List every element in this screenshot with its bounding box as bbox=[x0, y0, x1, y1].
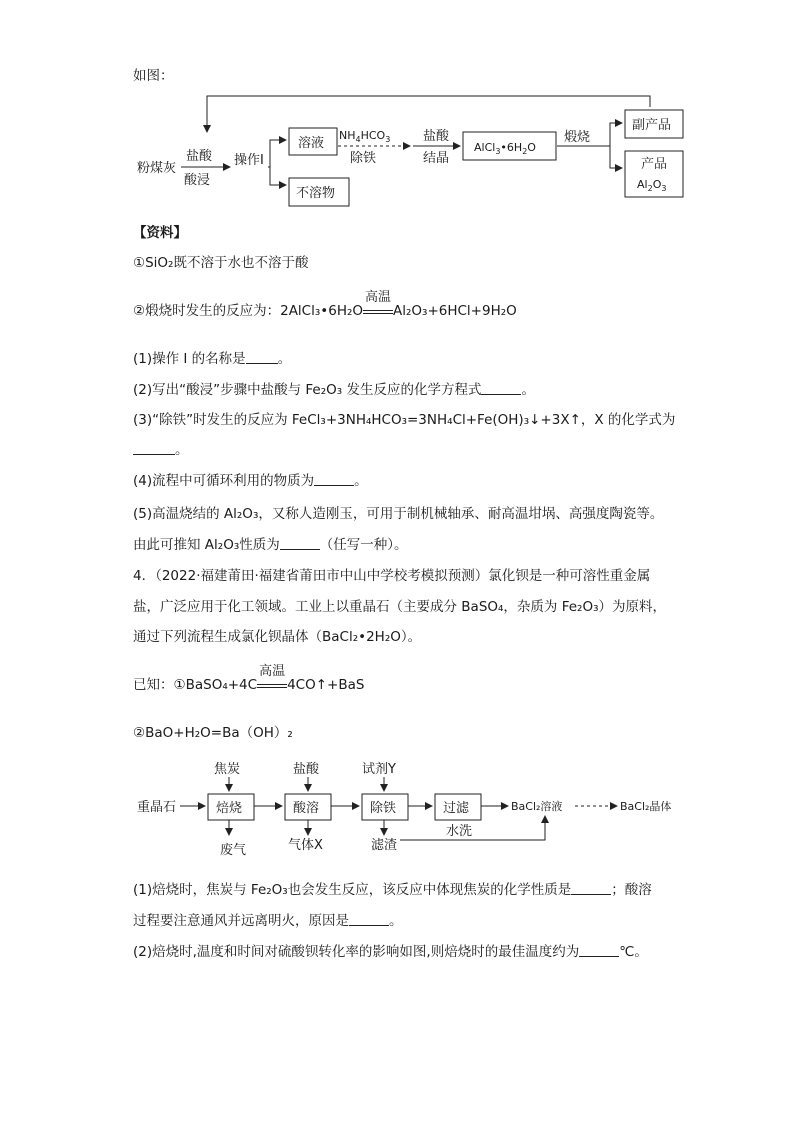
calcine-label: 煅烧 bbox=[564, 130, 591, 145]
question-3-cont bbox=[133, 441, 189, 459]
known-2: ②BaO+H₂O=Ba（OH）₂ bbox=[133, 725, 293, 741]
answer-blank-8[interactable] bbox=[579, 944, 619, 957]
arrow-solution bbox=[268, 140, 286, 167]
answer-blank-1[interactable] bbox=[246, 351, 278, 364]
known-condition bbox=[257, 664, 287, 694]
answer-blank-2[interactable] bbox=[481, 382, 521, 395]
filter-label: 过滤 bbox=[443, 801, 470, 816]
remove-iron-label: 除铁 bbox=[350, 151, 377, 166]
bacl2-crystal-label: BaCl₂晶体 bbox=[620, 800, 672, 813]
question-1-text: (1)操作 I 的名称是 bbox=[133, 351, 246, 367]
problem-4-line-1: 4．（2022·福建莆田·福建省莆田市中山中学校考模拟预测）氯化钡是一种可溶性重金属 bbox=[133, 568, 651, 584]
reagent-y-label: 试剂Y bbox=[362, 762, 396, 777]
q2-2 bbox=[133, 943, 648, 961]
q2-1b-end: 。 bbox=[389, 913, 403, 929]
answer-blank-4[interactable] bbox=[314, 473, 354, 486]
known-1-left: 已知：①BaSO₄+4C bbox=[133, 677, 258, 693]
question-5b bbox=[133, 536, 407, 554]
intro-text: 如图： bbox=[133, 68, 174, 84]
answer-blank-6[interactable] bbox=[571, 882, 611, 895]
question-2-text: (2)写出“酸浸”步骤中盐酸与 Fe₂O₃ 发生反应的化学方程式 bbox=[133, 382, 482, 398]
question-3-end: 。 bbox=[175, 442, 189, 458]
acid-dissolve-label: 酸溶 bbox=[293, 801, 320, 816]
problem-4-line-3: 通过下列流程生成氯化钡晶体（BaCl₂•2H₂O）。 bbox=[133, 629, 422, 645]
question-5b-end: （任写一种）。 bbox=[319, 537, 408, 553]
product-formula: $Al_2O_3$ bbox=[637, 178, 667, 193]
raw-coal-ash: 粉煤灰 bbox=[137, 161, 177, 176]
known-1 bbox=[133, 664, 365, 694]
flowchart-bacl2 bbox=[0, 755, 794, 865]
question-3: (3)“除铁”时发生的反应为 FeCl₃+3NH₄HCO₃=3NH₄Cl+Fe(OH)₃↓+3X↑，X 的化学式为 bbox=[133, 412, 676, 428]
known-condition-label: 高温 bbox=[259, 664, 286, 679]
product-label: 产品 bbox=[641, 157, 668, 172]
problem-4-line-2: 盐，广泛应用于化工领域。工业上以重晶石（主要成分 BaSO₄，杂质为 Fe₂O₃）为原料， bbox=[133, 599, 667, 615]
q2-1a bbox=[133, 881, 652, 899]
info-item-2-left: ②煅烧时发生的反应为：2AlCl₃•6H₂O bbox=[133, 303, 364, 319]
question-4-end: 。 bbox=[354, 473, 368, 489]
flowchart-alcl3 bbox=[0, 90, 794, 310]
info-heading: 【资料】 bbox=[133, 225, 187, 241]
hcl-label: 盐酸 bbox=[293, 762, 320, 777]
q2-2-end: ℃。 bbox=[619, 944, 648, 960]
cryst-acid-label: 盐酸 bbox=[423, 129, 450, 144]
arrow-byproduct bbox=[604, 123, 622, 146]
question-1-end: 。 bbox=[277, 351, 292, 367]
q2-1a-text: (1)焙烧时，焦炭与 Fe₂O₃也会发生反应，该反应中体现焦炭的化学性质是 bbox=[133, 882, 572, 898]
solution-label: 溶液 bbox=[298, 136, 325, 151]
info-item-2-right: Al₂O₃+6HCl+9H₂O bbox=[393, 303, 517, 319]
question-4-text: (4)流程中可循环利用的物质为 bbox=[133, 473, 315, 489]
q2-1b bbox=[133, 912, 403, 930]
q2-1a-end: ；酸溶 bbox=[611, 882, 652, 898]
answer-blank-5[interactable] bbox=[280, 537, 320, 550]
residue-label: 不溶物 bbox=[296, 186, 336, 201]
answer-blank-7[interactable] bbox=[349, 913, 389, 926]
raw-barite: 重晶石 bbox=[137, 800, 177, 815]
info-item-2 bbox=[133, 290, 517, 320]
crystallize-label: 结晶 bbox=[423, 151, 450, 166]
bacl2-solution-label: BaCl₂溶液 bbox=[511, 800, 563, 813]
acid-label: 盐酸 bbox=[186, 149, 213, 164]
slag-label: 滤渣 bbox=[371, 838, 398, 853]
arrow-product bbox=[610, 146, 622, 168]
reaction-condition bbox=[363, 290, 393, 320]
waste-gas-label: 废气 bbox=[220, 843, 247, 858]
recycle-arrow bbox=[207, 96, 650, 132]
question-1 bbox=[133, 350, 291, 368]
q2-1b-text: 过程要注意通风并远离明火，原因是 bbox=[133, 913, 349, 929]
known-1-right: 4CO↑+BaS bbox=[287, 677, 365, 693]
byproduct-label: 副产品 bbox=[632, 118, 672, 133]
question-4 bbox=[133, 472, 368, 490]
question-2-end: 。 bbox=[521, 382, 535, 398]
crystal-formula: $AlCl_3•6H_2O$ bbox=[474, 141, 536, 156]
answer-blank-3[interactable] bbox=[133, 442, 175, 455]
wash-label: 水洗 bbox=[446, 824, 473, 839]
coke-label: 焦炭 bbox=[214, 762, 241, 777]
question-5a: (5)高温烧结的 Al₂O₃，又称人造刚玉，可用于制机械轴承、耐高温坩埚、高强度陶瓷等。 bbox=[133, 506, 664, 522]
condition-label: 高温 bbox=[365, 290, 392, 305]
acid-leach-label: 酸浸 bbox=[184, 173, 211, 188]
question-5b-text: 由此可推知 Al₂O₃性质为 bbox=[133, 537, 280, 553]
gas-x-label: 气体X bbox=[288, 838, 323, 853]
roast-label: 焙烧 bbox=[216, 801, 243, 816]
operation-i-label: 操作I bbox=[234, 153, 264, 168]
q2-2-text: (2)焙烧时,温度和时间对硫酸钡转化率的影响如图,则焙烧时的最佳温度约为 bbox=[133, 944, 580, 960]
question-2 bbox=[133, 381, 535, 399]
remove-fe-label: 除铁 bbox=[370, 801, 397, 816]
arrow-residue bbox=[270, 167, 286, 185]
info-item-1: ①SiO₂既不溶于水也不溶于酸 bbox=[133, 255, 309, 271]
nh4hco3-label: $NH_4HCO_3$ bbox=[339, 129, 391, 144]
